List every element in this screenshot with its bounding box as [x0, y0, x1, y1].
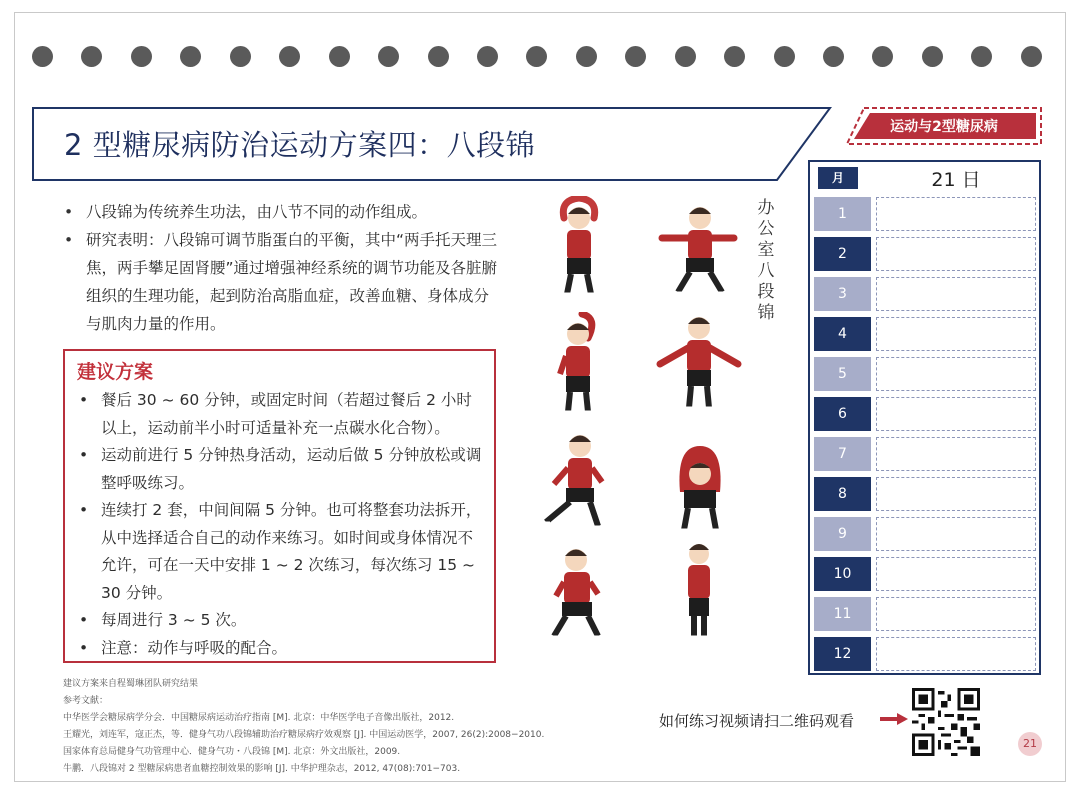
day-check-cell[interactable]	[876, 197, 1036, 231]
binding-hole	[576, 46, 597, 67]
advice-item: • 运动前进行 5 分钟热身活动，运动后做 5 分钟放松或调整呼吸练习。	[77, 442, 484, 497]
day-check-cell[interactable]	[876, 397, 1036, 431]
advice-list	[77, 387, 484, 662]
binding-hole	[1021, 46, 1042, 67]
binding-hole	[131, 46, 152, 67]
reference-line: 参考文献：	[63, 696, 109, 706]
reference-line: 王耀光，刘连军，寇正杰，等．健身气功八段锦辅助治疗糖尿病疗效观察 [J]. 中国运动医学，2007, 26(2):2008−2010.	[63, 730, 545, 740]
binding-hole	[230, 46, 251, 67]
exercise-figure-1	[534, 196, 624, 304]
qr-code-icon[interactable]	[912, 688, 980, 756]
tracking-calendar	[808, 160, 1041, 675]
day-check-cell[interactable]	[876, 317, 1036, 351]
binding-hole	[823, 46, 844, 67]
day-check-cell[interactable]	[876, 277, 1036, 311]
binding-hole	[279, 46, 300, 67]
calendar-header	[810, 162, 1039, 192]
calendar-row	[810, 434, 1039, 474]
advice-title: 建议方案	[77, 361, 154, 383]
binding-hole	[774, 46, 795, 67]
reference-line: 中华医学会糖尿病学分会．中国糖尿病运动治疗指南 [M]. 北京：中华医学电子音像出版社，2012.	[63, 713, 455, 723]
page-title: 2 型糖尿病防治运动方案四：八段锦	[64, 128, 536, 162]
binding-hole	[378, 46, 399, 67]
month-number: 12	[814, 637, 871, 671]
vertical-title-char: 锦	[757, 303, 775, 323]
calendar-row	[810, 314, 1039, 354]
day-check-cell[interactable]	[876, 517, 1036, 551]
references	[63, 676, 583, 778]
title-banner	[32, 107, 832, 181]
exercise-figure-5	[532, 432, 622, 540]
binding-hole	[724, 46, 745, 67]
vertical-title-char: 段	[757, 282, 775, 302]
exercise-figure-3	[536, 312, 626, 420]
illustration-vertical-title	[756, 198, 776, 324]
binding-hole	[180, 46, 201, 67]
category-tag	[846, 107, 1042, 145]
month-number: 6	[814, 397, 871, 431]
page-number: 21	[1018, 732, 1042, 756]
month-number: 7	[814, 437, 871, 471]
binding-hole	[675, 46, 696, 67]
category-label: 运动与2型糖尿病	[890, 119, 998, 135]
calendar-row	[810, 394, 1039, 434]
day-check-cell[interactable]	[876, 237, 1036, 271]
calendar-row	[810, 234, 1039, 274]
calendar-row	[810, 634, 1039, 674]
exercise-figure-8	[654, 540, 744, 648]
month-label: 月	[818, 167, 858, 189]
reference-line: 牛鹏．八段锦对 2 型糖尿病患者血糖控制效果的影响 [J]. 中华护理杂志，2012, 47(08):701−703.	[63, 764, 461, 774]
calendar-row	[810, 594, 1039, 634]
calendar-row	[810, 514, 1039, 554]
advice-item: • 餐后 30 ~ 60 分钟，或固定时间（若超过餐后 2 小时以上，运动前半小时可适量补充一点碳水化合物）。	[77, 387, 484, 442]
binding-hole	[32, 46, 53, 67]
qr-hint: 如何练习视频请扫二维码观看	[659, 712, 855, 730]
binding-hole	[872, 46, 893, 67]
advice-item: • 每周进行 3 ~ 5 次。	[77, 607, 484, 635]
month-number: 4	[814, 317, 871, 351]
intro-bullet: • 研究表明：八段锦可调节脂蛋白的平衡，其中“两手托天理三焦，两手攀足固肾腰”通过增强神经系统的调节功能及各脏腑组织的生理功能，起到防治高脂血症，改善血糖、身体成分与肌肉力量的作用。	[60, 226, 500, 338]
day-check-cell[interactable]	[876, 357, 1036, 391]
month-number: 10	[814, 557, 871, 591]
vertical-title-char: 室	[757, 240, 775, 260]
day-label: 21 日	[931, 169, 981, 191]
exercise-figure-7	[534, 546, 624, 654]
binding-hole	[428, 46, 449, 67]
calendar-row	[810, 554, 1039, 594]
calendar-row	[810, 474, 1039, 514]
reference-line: 建议方案来自程蜀琳团队研究结果	[63, 679, 199, 689]
binding-hole	[971, 46, 992, 67]
advice-box	[63, 349, 496, 663]
binding-hole	[81, 46, 102, 67]
binding-holes	[32, 46, 1042, 70]
month-number: 3	[814, 277, 871, 311]
month-number: 1	[814, 197, 871, 231]
binding-hole	[477, 46, 498, 67]
exercise-figure-2	[654, 200, 744, 308]
intro-list	[60, 198, 500, 338]
month-number: 2	[814, 237, 871, 271]
month-number: 8	[814, 477, 871, 511]
calendar-row	[810, 274, 1039, 314]
binding-hole	[329, 46, 350, 67]
exercise-figure-6	[654, 438, 744, 546]
calendar-row	[810, 354, 1039, 394]
vertical-title-char: 办	[757, 198, 775, 218]
arrow-right-icon	[880, 713, 908, 725]
exercise-figure-4	[654, 312, 744, 420]
intro-bullet: • 八段锦为传统养生功法，由八节不同的动作组成。	[60, 198, 500, 226]
day-check-cell[interactable]	[876, 557, 1036, 591]
vertical-title-char: 八	[757, 261, 775, 281]
day-check-cell[interactable]	[876, 477, 1036, 511]
day-check-cell[interactable]	[876, 637, 1036, 671]
reference-line: 国家体育总局健身气功管理中心．健身气功・八段锦 [M]. 北京：外文出版社，2009.	[63, 747, 401, 757]
day-check-cell[interactable]	[876, 437, 1036, 471]
exercise-illustrations	[530, 196, 770, 651]
advice-item: • 注意：动作与呼吸的配合。	[77, 635, 484, 663]
vertical-title-char: 公	[757, 219, 775, 239]
day-check-cell[interactable]	[876, 597, 1036, 631]
month-number: 11	[814, 597, 871, 631]
calendar-row	[810, 194, 1039, 234]
binding-hole	[526, 46, 547, 67]
month-number: 5	[814, 357, 871, 391]
binding-hole	[922, 46, 943, 67]
month-number: 9	[814, 517, 871, 551]
advice-item: • 连续打 2 套，中间间隔 5 分钟。也可将整套功法拆开，从中选择适合自己的动作来练习。如时间或身体情况不允许，可在一天中安排 1 ~ 2 次练习，每次练习 15 ~ 30 分钟。	[77, 497, 484, 607]
binding-hole	[625, 46, 646, 67]
